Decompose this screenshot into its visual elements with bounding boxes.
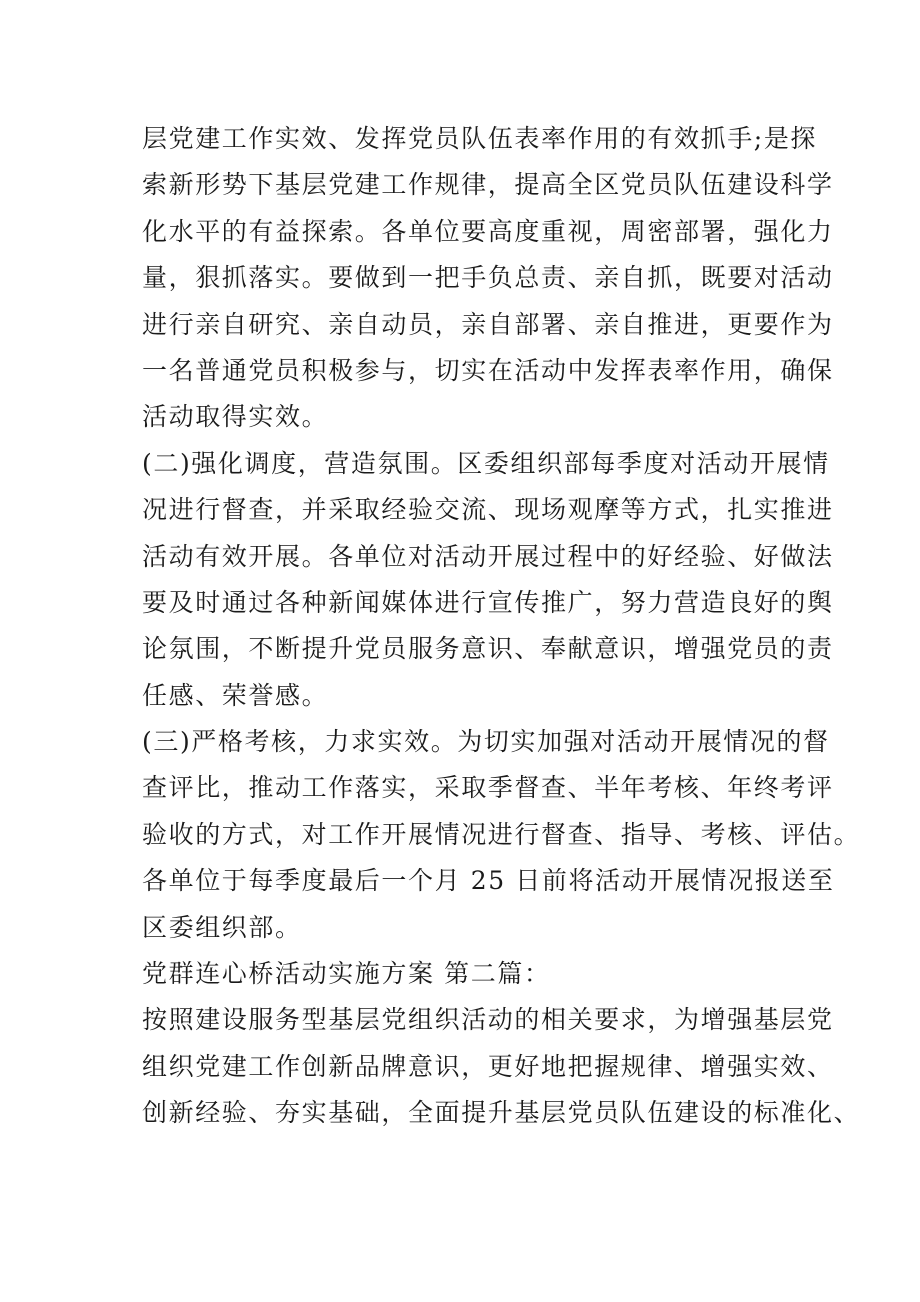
text-line: 况进行督查，并采取经验交流、现场观摩等方式，扎实推进 <box>142 495 834 525</box>
document-body-text <box>142 116 861 1137</box>
text-line: 区委组织部。 <box>142 912 302 942</box>
text-line: 化水平的有益探索。各单位要高度重视，周密部署，强化力 <box>142 216 834 246</box>
text-line: 进行亲自研究、亲自动员，亲自部署、亲自推进，更要作为 <box>142 309 834 339</box>
text-line: 按照建设服务型基层党组织活动的相关要求，为增强基层党 <box>142 1005 834 1035</box>
text-line: 验收的方式，对工作开展情况进行督查、指导、考核、评估。 <box>142 819 861 849</box>
text-line: 层党建工作实效、发挥党员队伍表率作用的有效抓手;是探 <box>142 124 818 153</box>
text-line: 论氛围，不断提升党员服务意识、奉献意识，增强党员的责 <box>142 634 834 664</box>
text-line: 各单位于每季度最后一个月 25 日前将活动开展情况报送至 <box>142 866 835 896</box>
text-line: 创新经验、夯实基础，全面提升基层党员队伍建设的标准化、 <box>142 1098 861 1128</box>
text-line: 查评比，推动工作落实，采取季督查、半年考核、年终考评 <box>142 773 834 803</box>
chapter-title-line: 党群连心桥活动实施方案 第二篇： <box>142 959 551 989</box>
text-line: 活动有效开展。各单位对活动开展过程中的好经验、好做法 <box>142 541 834 571</box>
text-line: 一名普通党员积极参与，切实在活动中发挥表率作用，确保 <box>142 355 834 385</box>
text-line: 索新形势下基层党建工作规律，提高全区党员队伍建设科学 <box>142 170 834 200</box>
section-heading-line: (三)严格考核，力求实效。为切实加强对活动开展情况的督 <box>142 727 830 757</box>
text-line: 活动取得实效。 <box>142 402 329 432</box>
text-line: 要及时通过各种新闻媒体进行宣传推广，努力营造良好的舆 <box>142 587 834 617</box>
text-line: 任感、荣誉感。 <box>142 680 329 710</box>
text-line: 组织党建工作创新品牌意识，更好地把握规律、增强实效、 <box>142 1051 834 1081</box>
section-heading-line: (二)强化调度，营造氛围。区委组织部每季度对活动开展情 <box>142 448 830 478</box>
text-line: 量，狠抓落实。要做到一把手负总责、亲自抓，既要对活动 <box>142 263 834 293</box>
